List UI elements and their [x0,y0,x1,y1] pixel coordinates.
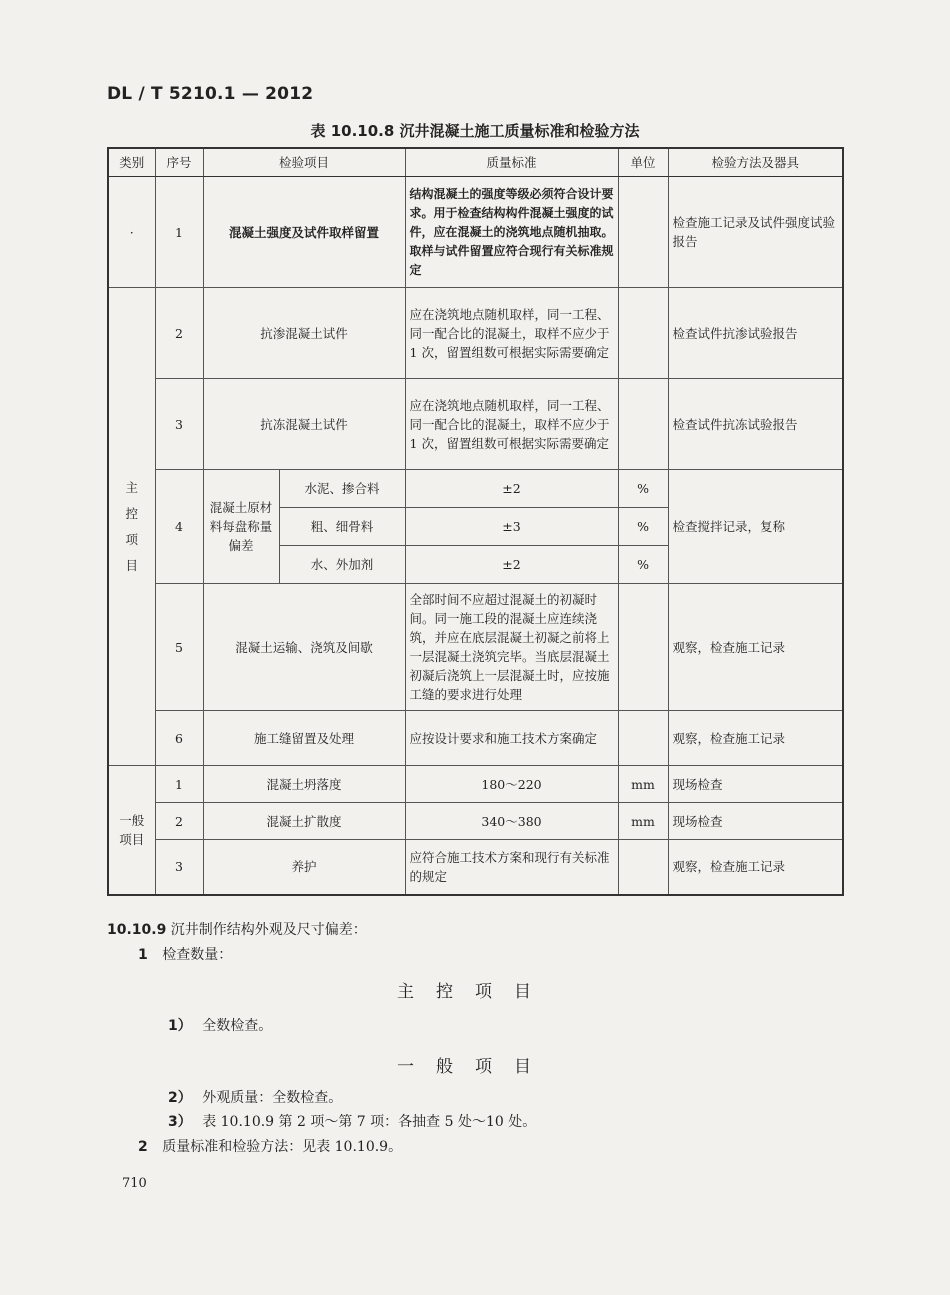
row-method: 现场检查 [668,803,843,840]
row-standard: 全部时间不应超过混凝土的初凝时间。同一施工段的混凝土应连续浇筑，并应在底层混凝土初凝之前将上一层混凝土浇筑完毕。当底层混凝土初凝后浇筑上一层混凝土时，应按施工缝的要求进行处理 [405,584,618,711]
table-row [108,766,843,803]
row-method: 检查搅拌记录，复称 [668,470,843,584]
table-row [108,177,843,288]
col-header-item: 检验项目 [203,148,405,177]
row-unit: % [618,470,668,508]
row-sub-item: 水泥、掺合料 [279,470,405,508]
heading-main-items: 主控项目 [397,982,553,1002]
category-main-char: 目 [125,557,138,573]
row-sub-item: 粗、细骨料 [279,508,405,546]
paragraph-item [138,945,232,965]
row-method: 检查试件抗冻试验报告 [668,379,843,470]
table-row [108,288,843,379]
row-item: 混凝土扩散度 [203,803,405,840]
category-main [108,288,155,766]
row-group-item: 混凝土原材料每盘称量偏差 [203,470,279,584]
row-standard: ±3 [405,508,618,546]
category-dot: · [108,177,155,288]
row-unit [618,711,668,766]
category-main-char: 主 [125,479,138,495]
category-general-line: 项目 [119,831,145,847]
row-standard: 应在浇筑地点随机取样，同一工程、同一配合比的混凝土，取样不应少于 1 次，留置组数可根据实际需要确定 [405,288,618,379]
row-method: 现场检查 [668,766,843,803]
table-row [108,840,843,895]
list-item [168,1088,342,1108]
category-main-char: 控 [125,505,138,521]
row-unit [618,288,668,379]
row-unit [618,379,668,470]
section-text: 沉井制作结构外观及尺寸偏差： [170,922,367,938]
row-item: 养护 [203,840,405,895]
row-item: 混凝土运输、浇筑及间歇 [203,584,405,711]
list-number: 1） [168,1018,192,1034]
row-item: 混凝土坍落度 [203,766,405,803]
row-unit: % [618,546,668,584]
list-number: 3） [168,1114,192,1130]
row-standard: 应在浇筑地点随机取样，同一工程、同一配合比的混凝土，取样不应少于 1 次，留置组数可根据实际需要确定 [405,379,618,470]
list-number: 2） [168,1090,192,1106]
table-header-row [108,148,843,177]
row-no: 6 [155,711,203,766]
row-unit [618,840,668,895]
list-item [168,1016,272,1036]
list-text: 外观质量：全数检查。 [202,1090,343,1106]
col-header-no: 序号 [155,148,203,177]
row-unit: % [618,508,668,546]
row-no: 3 [155,379,203,470]
row-standard: ±2 [405,470,618,508]
heading-general-items: 一般项目 [397,1057,553,1077]
row-standard: 340～380 [405,803,618,840]
row-standard: ±2 [405,546,618,584]
col-header-unit: 单位 [618,148,668,177]
table-row [108,470,843,508]
row-standard: 180～220 [405,766,618,803]
category-general [108,766,155,895]
row-method: 检查试件抗渗试验报告 [668,288,843,379]
row-method: 检查施工记录及试件强度试验报告 [668,177,843,288]
table-row [108,584,843,711]
list-item [168,1112,536,1132]
row-no: 1 [155,766,203,803]
row-unit: mm [618,803,668,840]
row-no: 4 [155,470,203,584]
table-row [108,711,843,766]
row-method: 观察，检查施工记录 [668,840,843,895]
row-no: 2 [155,803,203,840]
section-number: 10.10.9 [107,922,167,938]
category-main-char: 项 [125,531,138,547]
table-title: 表 10.10.8 沉井混凝土施工质量标准和检验方法 [310,122,640,140]
row-method: 观察，检查施工记录 [668,711,843,766]
item-number: 2 [138,1139,148,1155]
row-item: 施工缝留置及处理 [203,711,405,766]
col-header-category: 类别 [108,148,155,177]
row-no: 2 [155,288,203,379]
list-text: 全数检查。 [202,1018,273,1034]
item-text: 质量标准和检验方法：见表 10.10.9。 [162,1139,403,1155]
col-header-method: 检验方法及器具 [668,148,843,177]
category-general-line: 一般 [119,812,145,828]
paragraph-item [138,1137,402,1157]
section-heading [107,920,367,940]
row-no: 1 [155,177,203,288]
row-standard: 应按设计要求和施工技术方案确定 [405,711,618,766]
page-number: 710 [122,1176,147,1191]
row-standard: 结构混凝土的强度等级必须符合设计要求。用于检查结构构件混凝土强度的试件，应在混凝土的浇筑地点随机抽取。取样与试件留置应符合现行有关标准规定 [405,177,618,288]
item-text: 检查数量： [162,947,233,963]
row-unit: mm [618,766,668,803]
quality-standard-table [107,147,844,896]
document-header: DL / T 5210.1 — 2012 [107,84,314,104]
row-standard: 应符合施工技术方案和现行有关标准的规定 [405,840,618,895]
item-number: 1 [138,947,148,963]
row-item: 抗渗混凝土试件 [203,288,405,379]
row-method: 观察，检查施工记录 [668,584,843,711]
row-sub-item: 水、外加剂 [279,546,405,584]
row-unit [618,177,668,288]
list-text: 表 10.10.9 第 2 项～第 7 项：各抽查 5 处～10 处。 [202,1114,537,1130]
row-item: 抗冻混凝土试件 [203,379,405,470]
table-row [108,803,843,840]
row-no: 3 [155,840,203,895]
row-no: 5 [155,584,203,711]
row-unit [618,584,668,711]
table-row [108,379,843,470]
col-header-standard: 质量标准 [405,148,618,177]
row-item: 混凝土强度及试件取样留置 [203,177,405,288]
